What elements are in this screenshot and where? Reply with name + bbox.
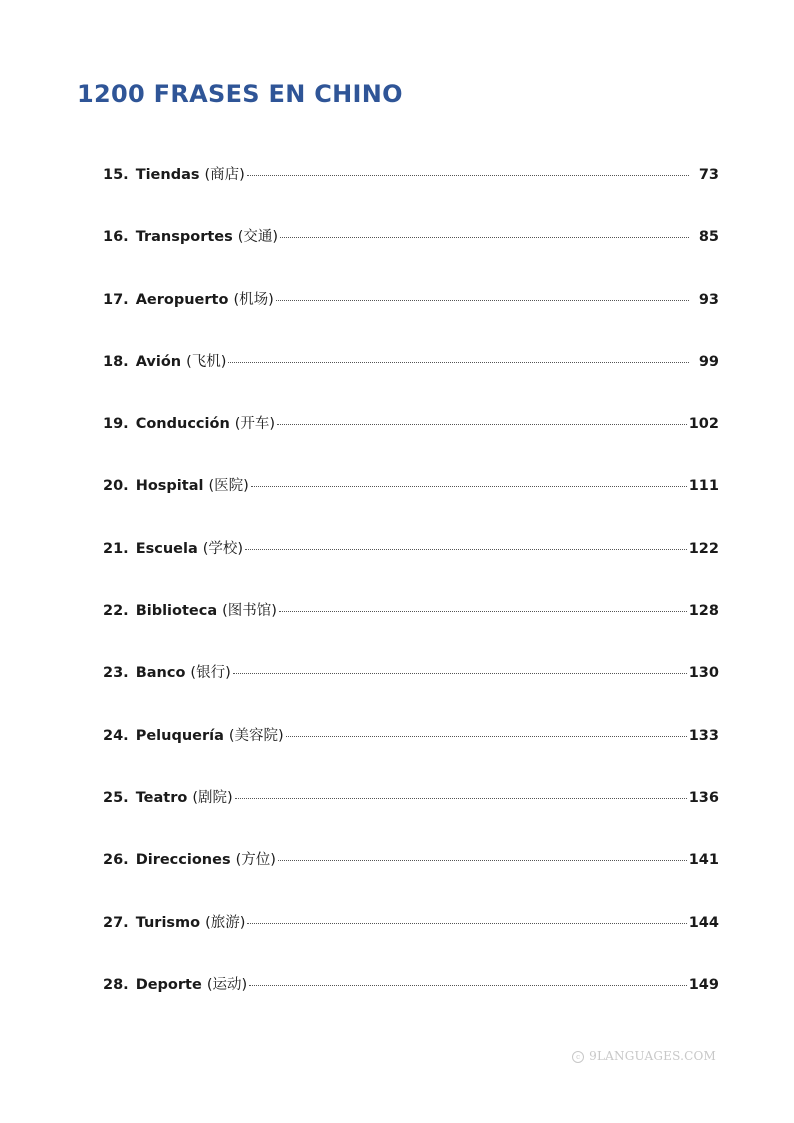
entry-title: Teatro — [135, 789, 188, 806]
entry-chinese-title: (运动) — [206, 976, 248, 993]
entry-chinese-title: (商店) — [204, 167, 245, 183]
entry-page-number: 111 — [688, 478, 719, 495]
entry-chinese-title: (学校) — [202, 540, 244, 557]
entry-title: Hospital — [135, 478, 204, 495]
dot-leader — [251, 486, 687, 487]
dot-leader — [280, 237, 689, 238]
entry-number: 25. — [103, 789, 129, 806]
dot-leader — [286, 736, 687, 737]
entry-number: 19. — [103, 416, 129, 433]
entry-page-number: 102 — [688, 416, 719, 433]
entry-title: Avión — [135, 353, 182, 370]
entry-chinese-title: (图书馆) — [222, 603, 277, 620]
toc-entry-27[interactable] — [103, 911, 719, 973]
toc-entry-24[interactable] — [103, 724, 719, 786]
page-title: 1200 FRASES EN CHINO — [77, 80, 403, 108]
entry-title: Deporte — [135, 976, 202, 993]
entry-page-number: 85 — [698, 229, 719, 246]
table-of-contents — [103, 163, 719, 1035]
entry-chinese-title: (银行) — [190, 665, 231, 682]
dot-leader — [228, 362, 689, 363]
entry-chinese-title: (医院) — [208, 478, 249, 495]
entry-chinese-title: (交通) — [237, 229, 279, 246]
entry-title: Aeropuerto — [135, 291, 229, 308]
entry-page-number: 93 — [698, 291, 719, 308]
dot-leader — [279, 611, 687, 612]
entry-number: 16. — [103, 229, 129, 246]
entry-number: 27. — [103, 914, 129, 931]
toc-entry-21[interactable] — [103, 537, 719, 599]
entry-number: 22. — [103, 603, 129, 620]
dot-leader — [247, 175, 689, 176]
entry-page-number: 136 — [688, 789, 719, 806]
entry-title: Transportes — [135, 229, 233, 246]
entry-number: 23. — [103, 665, 129, 682]
toc-entry-18[interactable] — [103, 350, 719, 412]
footer-copyright — [572, 1049, 716, 1063]
footer-site-name: 9LANGUAGES.COM — [589, 1049, 716, 1063]
toc-entry-20[interactable] — [103, 474, 719, 536]
entry-chinese-title: (剧院) — [192, 789, 233, 806]
dot-leader — [245, 549, 687, 550]
entry-page-number: 149 — [688, 976, 719, 993]
entry-title: Escuela — [135, 540, 198, 557]
toc-entry-16[interactable] — [103, 225, 719, 287]
entry-number: 18. — [103, 353, 129, 370]
entry-page-number: 128 — [688, 603, 719, 620]
entry-title: Peluquería — [135, 727, 224, 744]
entry-number: 17. — [103, 291, 129, 308]
entry-number: 21. — [103, 540, 129, 557]
entry-title: Banco — [135, 665, 186, 682]
entry-title: Biblioteca — [135, 603, 218, 620]
entry-page-number: 133 — [688, 727, 719, 744]
entry-chinese-title: (开车) — [234, 416, 276, 433]
toc-entry-23[interactable] — [103, 661, 719, 723]
dot-leader — [233, 673, 687, 674]
dot-leader — [247, 923, 686, 924]
entry-number: 20. — [103, 478, 129, 495]
entry-chinese-title: (美容院) — [228, 727, 284, 744]
entry-page-number: 141 — [688, 852, 719, 869]
toc-entry-17[interactable] — [103, 288, 719, 350]
toc-entry-19[interactable] — [103, 412, 719, 474]
entry-title: Turismo — [135, 914, 201, 931]
entry-title: Conducción — [135, 416, 230, 433]
entry-page-number: 99 — [698, 353, 719, 370]
dot-leader — [276, 300, 689, 301]
entry-number: 24. — [103, 727, 129, 744]
entry-chinese-title: (机场) — [233, 291, 274, 308]
entry-chinese-title: (旅游) — [205, 914, 246, 931]
toc-entry-26[interactable] — [103, 848, 719, 910]
entry-page-number: 130 — [688, 665, 719, 682]
entry-number: 26. — [103, 852, 129, 869]
entry-page-number: 122 — [688, 540, 719, 557]
entry-chinese-title: (飞机) — [186, 353, 227, 370]
copyright-icon: c — [572, 1051, 584, 1063]
dot-leader — [235, 798, 687, 799]
dot-leader — [278, 860, 687, 861]
entry-chinese-title: (方位) — [235, 852, 276, 869]
entry-number: 15. — [103, 167, 129, 183]
dot-leader — [277, 424, 687, 425]
toc-entry-22[interactable] — [103, 599, 719, 661]
entry-number: 28. — [103, 976, 129, 993]
toc-entry-25[interactable] — [103, 786, 719, 848]
toc-entry-28[interactable] — [103, 973, 719, 1035]
entry-title: Tiendas — [135, 167, 200, 183]
entry-page-number: 144 — [688, 914, 719, 931]
entry-title: Direcciones — [135, 852, 231, 869]
dot-leader — [249, 985, 687, 986]
toc-entry-15[interactable] — [103, 163, 719, 225]
entry-page-number: 73 — [698, 167, 719, 183]
